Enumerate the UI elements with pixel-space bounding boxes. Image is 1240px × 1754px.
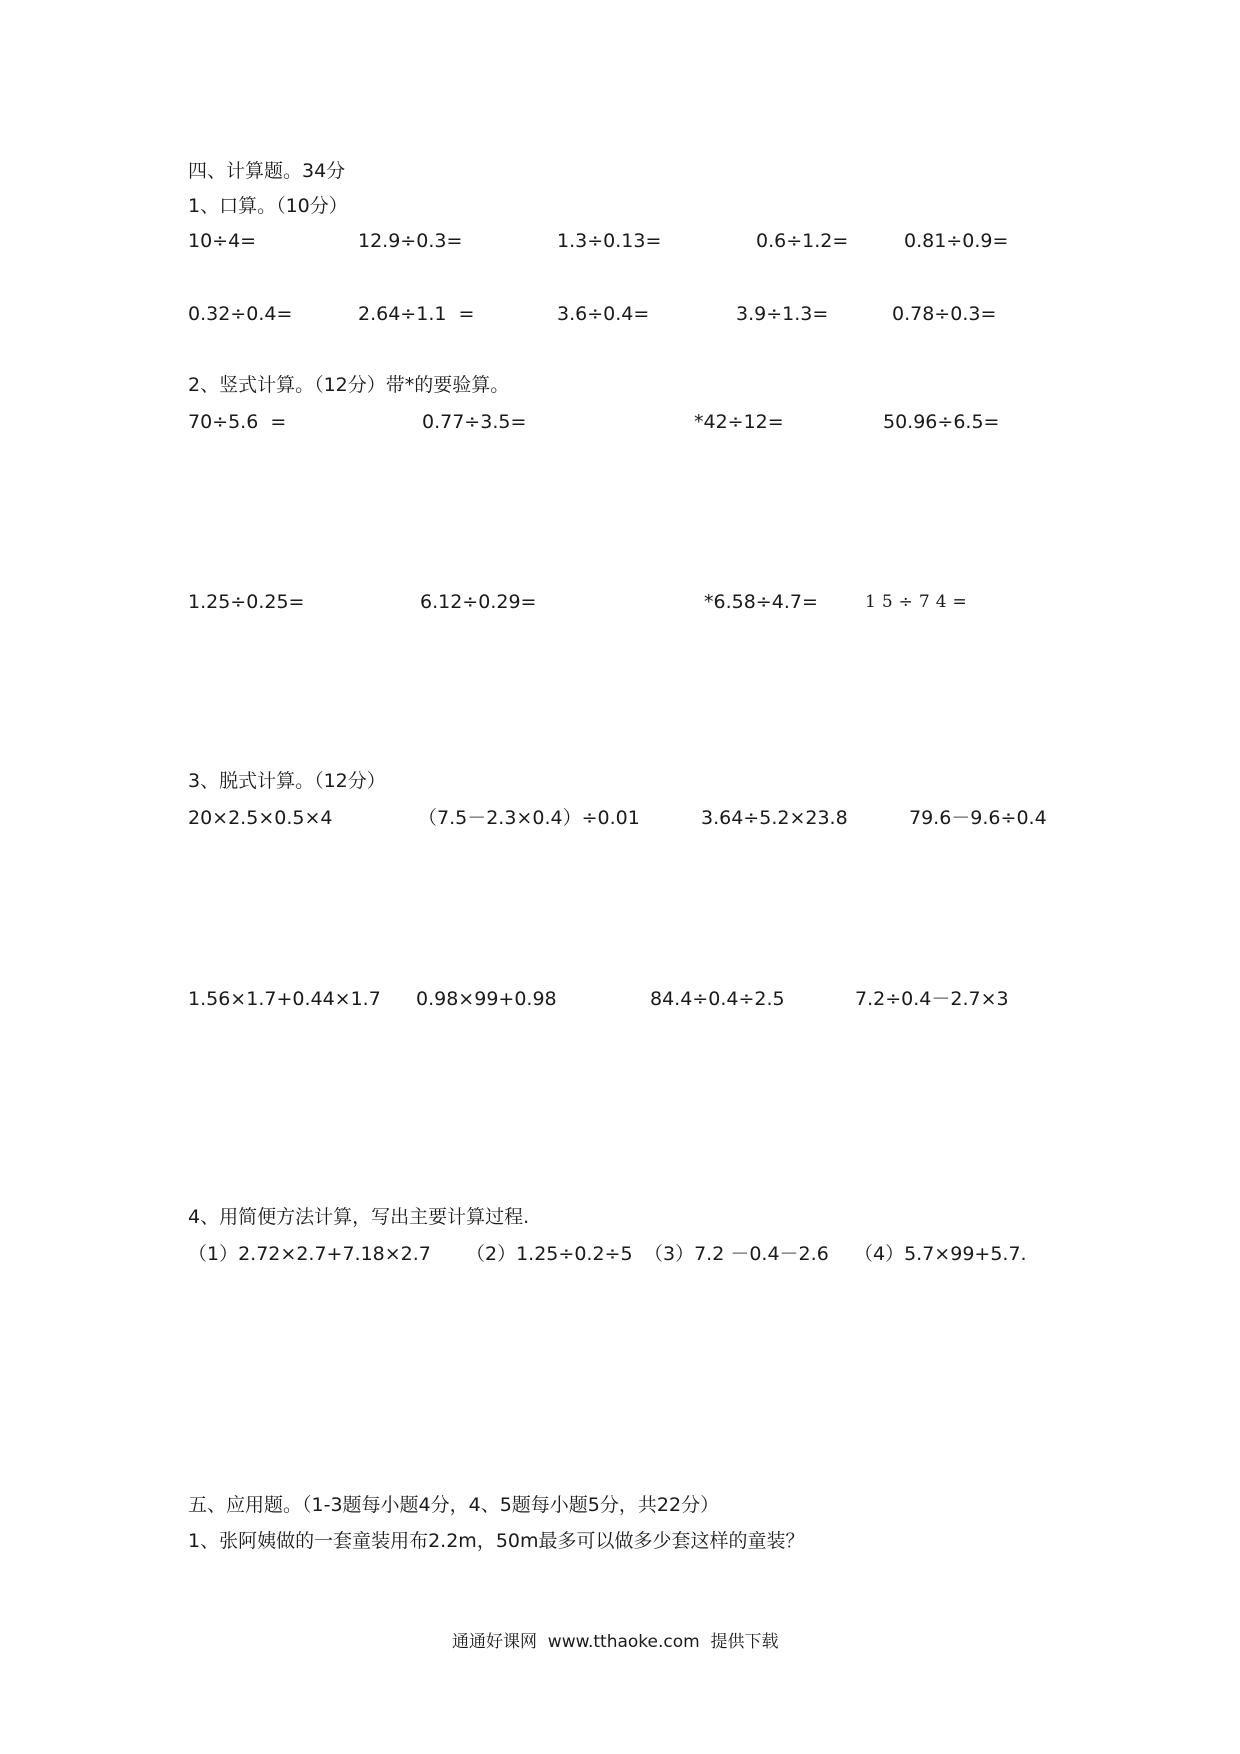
q3-problem: 3.64÷5.2×23.8 — [701, 807, 848, 829]
q2-problem: 0.77÷3.5= — [422, 411, 527, 433]
q1-problem: 0.32÷0.4= — [188, 303, 293, 325]
q3-problem: （7.5－2.3×0.4）÷0.01 — [418, 807, 640, 829]
q1-problem: 0.6÷1.2= — [756, 230, 849, 252]
q1-title: 1、口算。（10分） — [188, 195, 348, 217]
q1-problem: 0.78÷0.3= — [892, 303, 997, 325]
q1-problem: 3.6÷0.4= — [557, 303, 650, 325]
q2-problem: 70÷5.6 = — [188, 411, 287, 433]
q2-problem: *42÷12= — [694, 411, 784, 433]
q2-problem: 50.96÷6.5= — [883, 411, 1000, 433]
q3-title: 3、脱式计算。（12分） — [188, 770, 386, 792]
q2-problem: *6.58÷4.7= — [704, 591, 818, 613]
q1-problem: 3.9÷1.3= — [736, 303, 829, 325]
q3-problem: 0.98×99+0.98 — [416, 988, 557, 1010]
section5-q1: 1、张阿姨做的一套童装用布2.2m，50m最多可以做多少套这样的童装？ — [188, 1530, 805, 1552]
q4-item: （3）7.2 －0.4－2.6 — [644, 1243, 829, 1265]
q3-problem: 7.2÷0.4－2.7×3 — [855, 988, 1009, 1010]
q1-problem: 12.9÷0.3= — [358, 230, 463, 252]
q1-problem: 2.64÷1.1 = — [358, 303, 475, 325]
q3-problem: 84.4÷0.4÷2.5 — [650, 988, 785, 1010]
q3-problem: 20×2.5×0.5×4 — [188, 807, 333, 829]
q4-item: （4）5.7×99+5.7. — [854, 1243, 1027, 1265]
q1-problem: 0.81÷0.9= — [904, 230, 1009, 252]
q4-item: （2）1.25÷0.2÷5 — [466, 1243, 633, 1265]
q1-problem: 10÷4= — [188, 230, 257, 252]
page-footer: 通通好课网 www.tthaoke.com 提供下载 — [452, 1632, 779, 1652]
q4-item: （1）2.72×2.7+7.18×2.7 — [188, 1243, 431, 1265]
section5-title: 五、应用题。（1-3题每小题4分，4、5题每小题5分，共22分） — [188, 1494, 720, 1516]
q2-problem: 1.25÷0.25= — [188, 591, 305, 613]
section4-title: 四、计算题。34分 — [188, 160, 346, 182]
q4-title: 4、用简便方法计算，写出主要计算过程. — [188, 1206, 530, 1228]
q1-problem: 1.3÷0.13= — [557, 230, 662, 252]
q3-problem: 1.56×1.7+0.44×1.7 — [188, 988, 381, 1010]
q3-problem: 79.6－9.6÷0.4 — [909, 807, 1047, 829]
q2-problem: 15÷74= — [865, 592, 973, 612]
q2-problem: 6.12÷0.29= — [420, 591, 537, 613]
q2-title: 2、竖式计算。（12分）带*的要验算。 — [188, 374, 510, 396]
